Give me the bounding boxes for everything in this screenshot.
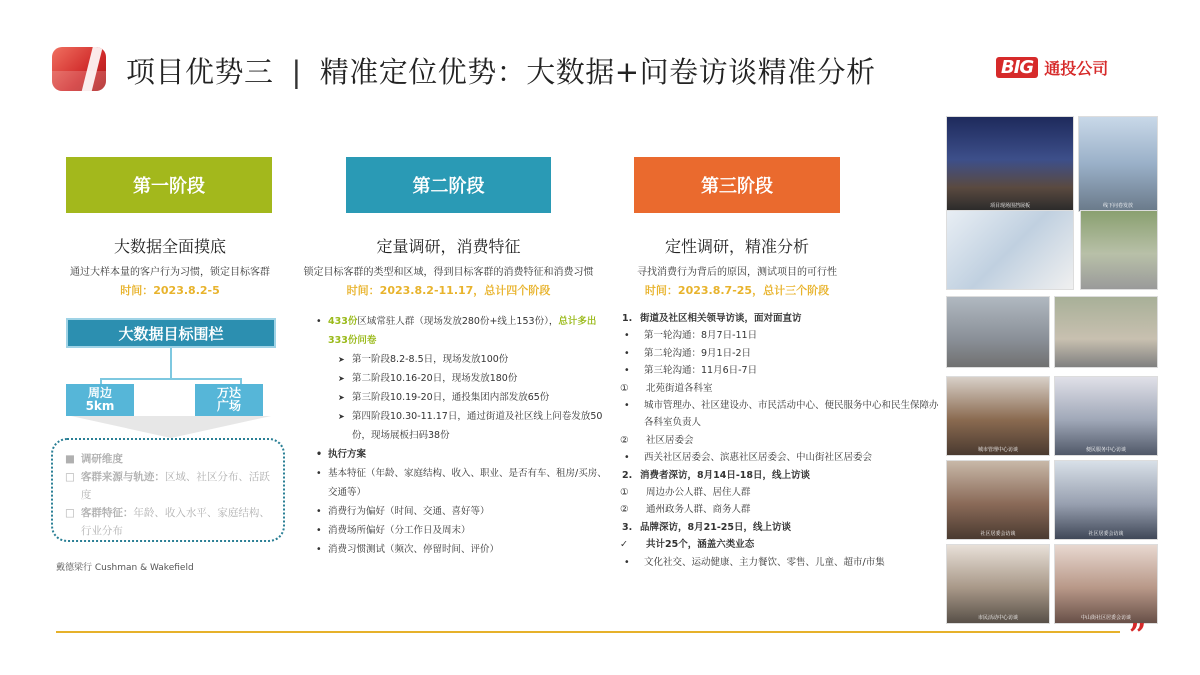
phase-item: ➤ 第二阶段10.16-20日，现场发放180份	[316, 369, 616, 388]
stage2-lead: • 433份区域常驻人群（现场发放280份+线上153份），总计多出333份问卷	[316, 312, 616, 350]
phase-item: ➤ 第三阶段10.19-20日，通投集团内部发放65份	[316, 388, 616, 407]
stage3-header: 第三阶段	[634, 157, 840, 213]
plan-item: • 消费行为偏好（时间、交通、喜好等）	[316, 502, 616, 521]
dims-row1-text: 区域、社区分布、活跃度	[80, 471, 270, 501]
photo-site-board: 项目现场围挡展板	[946, 116, 1074, 212]
stage3-details	[620, 310, 940, 571]
stage1-desc: 通过大样本量的客户行为习惯，锁定目标客群	[70, 267, 270, 278]
stage1-heading: 大数据全面摸底	[113, 237, 226, 256]
source-credit: 戴德梁行 Cushman & Wakefield	[56, 563, 194, 573]
bullet-box: □	[65, 507, 75, 519]
brand-name: 通投公司	[1044, 59, 1109, 78]
s1-item: • 第三轮沟通：11月6日-7日	[620, 362, 940, 379]
page-title: 项目优势三 | 精准定位优势：大数据+问卷访谈精准分析	[126, 55, 876, 89]
photo-zhongshan-committee: 中山街社区居委会访谈	[1054, 544, 1158, 624]
dims-row2-text: 年龄、收入水平、家庭结构、行业分布	[80, 507, 270, 537]
photo-community-visit	[1054, 296, 1158, 368]
stage1-header: 第一阶段	[66, 157, 272, 213]
photo-grid	[944, 116, 1160, 626]
s2-n2: ② 通州政务人群、商务人群	[620, 504, 751, 516]
plan-item: • 消费习惯测试（频次、停留时间、评价）	[316, 540, 616, 559]
s2-n1: ① 周边办公人群、居住人群	[620, 487, 751, 499]
photo-city-mgmt-interview: 城市管理中心访谈	[946, 376, 1050, 456]
photo-service-center-interview: 便民服务中心访谈	[1054, 376, 1158, 456]
s1-item: • 第一轮沟通：8月7日-11日	[620, 327, 940, 344]
target-fence-banner: 大数据目标围栏	[66, 318, 276, 348]
phase-item: ➤ 第四阶段10.30-11.17日，通过街道及社区线上问卷发放50份，现场展板扫码38份	[316, 407, 616, 445]
s3-item: • 文化社交、运动健康、主力餐饮、零售、儿童、超市/市集	[620, 554, 940, 571]
photo-community-committee-2: 社区居委会访谈	[1054, 460, 1158, 540]
s1-title: 1. 街道及社区相关领导访谈，面对面直访	[622, 313, 802, 324]
dims-title: 调研维度	[80, 453, 123, 465]
s1-n1-detail: • 城市管理办、社区建设办、市民活动中心、便民服务中心和民生保障办各科室负责人	[620, 397, 940, 432]
photo-street-survey	[1080, 210, 1158, 290]
fence-branch	[100, 378, 242, 380]
stage2-details	[316, 312, 616, 559]
plan-item: • 消费场所偏好（分工作日及周末）	[316, 521, 616, 540]
footer-rule	[56, 631, 1120, 633]
photo-street-interview	[946, 296, 1050, 368]
plan-title: • 执行方案	[316, 445, 616, 464]
stage2-header: 第二阶段	[346, 157, 551, 213]
photo-offline-survey: 线下问卷发放	[1078, 116, 1158, 212]
tag-wanda-plaza: 万达 广场	[195, 384, 263, 416]
research-dimensions-box	[51, 438, 285, 542]
quote-mark-icon: ”	[1129, 618, 1147, 653]
stage2-desc: 锁定目标客群的类型和区域，得到目标客群的消费特征和消费习惯	[303, 267, 594, 278]
fence-connector	[170, 348, 172, 380]
brand-big-mark: BIG	[996, 57, 1038, 78]
photo-civic-center-interview: 市民活动中心访谈	[946, 544, 1050, 624]
bullet-box: □	[65, 471, 75, 483]
photo-community-committee-1: 社区居委会访谈	[946, 460, 1050, 540]
bullet-square: ■	[65, 453, 75, 465]
stage2-heading: 定量调研，消费特征	[376, 237, 521, 256]
photo-display-board	[946, 210, 1074, 290]
tag-nearby-5km: 周边 5km	[66, 384, 134, 416]
dims-row2-label: 客群特征：	[80, 507, 134, 519]
s2-title: 2. 消费者深访，8月14日-18日，线上访谈	[622, 469, 810, 481]
s1-item: • 第二轮沟通：9月1日-2日	[620, 345, 940, 362]
stage2-time: 时间：2023.8.2-11.17，总计四个阶段	[346, 284, 551, 297]
s1-n1: ① 北苑街道各科室	[620, 382, 713, 394]
s1-n2-detail: • 西关社区居委会、滨惠社区居委会、中山街社区居委会	[620, 449, 940, 466]
brand-logo	[996, 56, 1108, 79]
company-logo-tile	[52, 47, 106, 91]
s1-n2: ② 社区居委会	[620, 434, 694, 446]
s3-title: 3. 品牌深访，8月21-25日，线上访谈	[622, 521, 791, 533]
s3-check: ✓ 共计25个，涵盖六类业态	[620, 539, 755, 551]
phase-item: ➤ 第一阶段8.2-8.5日，现场发放100份	[316, 350, 616, 369]
stage3-heading: 定性调研，精准分析	[664, 237, 809, 256]
stage1-time: 时间：2023.8.2-5	[120, 284, 220, 297]
stage3-desc: 寻找消费行为背后的原因，测试项目的可行性	[637, 267, 837, 278]
stage3-time: 时间：2023.8.7-25，总计三个阶段	[644, 284, 830, 297]
plan-item: • 基本特征（年龄、家庭结构、收入、职业、是否有车、租房/买房、交通等）	[316, 464, 616, 502]
dims-row1-label: 客群来源与轨迹：	[80, 471, 165, 483]
